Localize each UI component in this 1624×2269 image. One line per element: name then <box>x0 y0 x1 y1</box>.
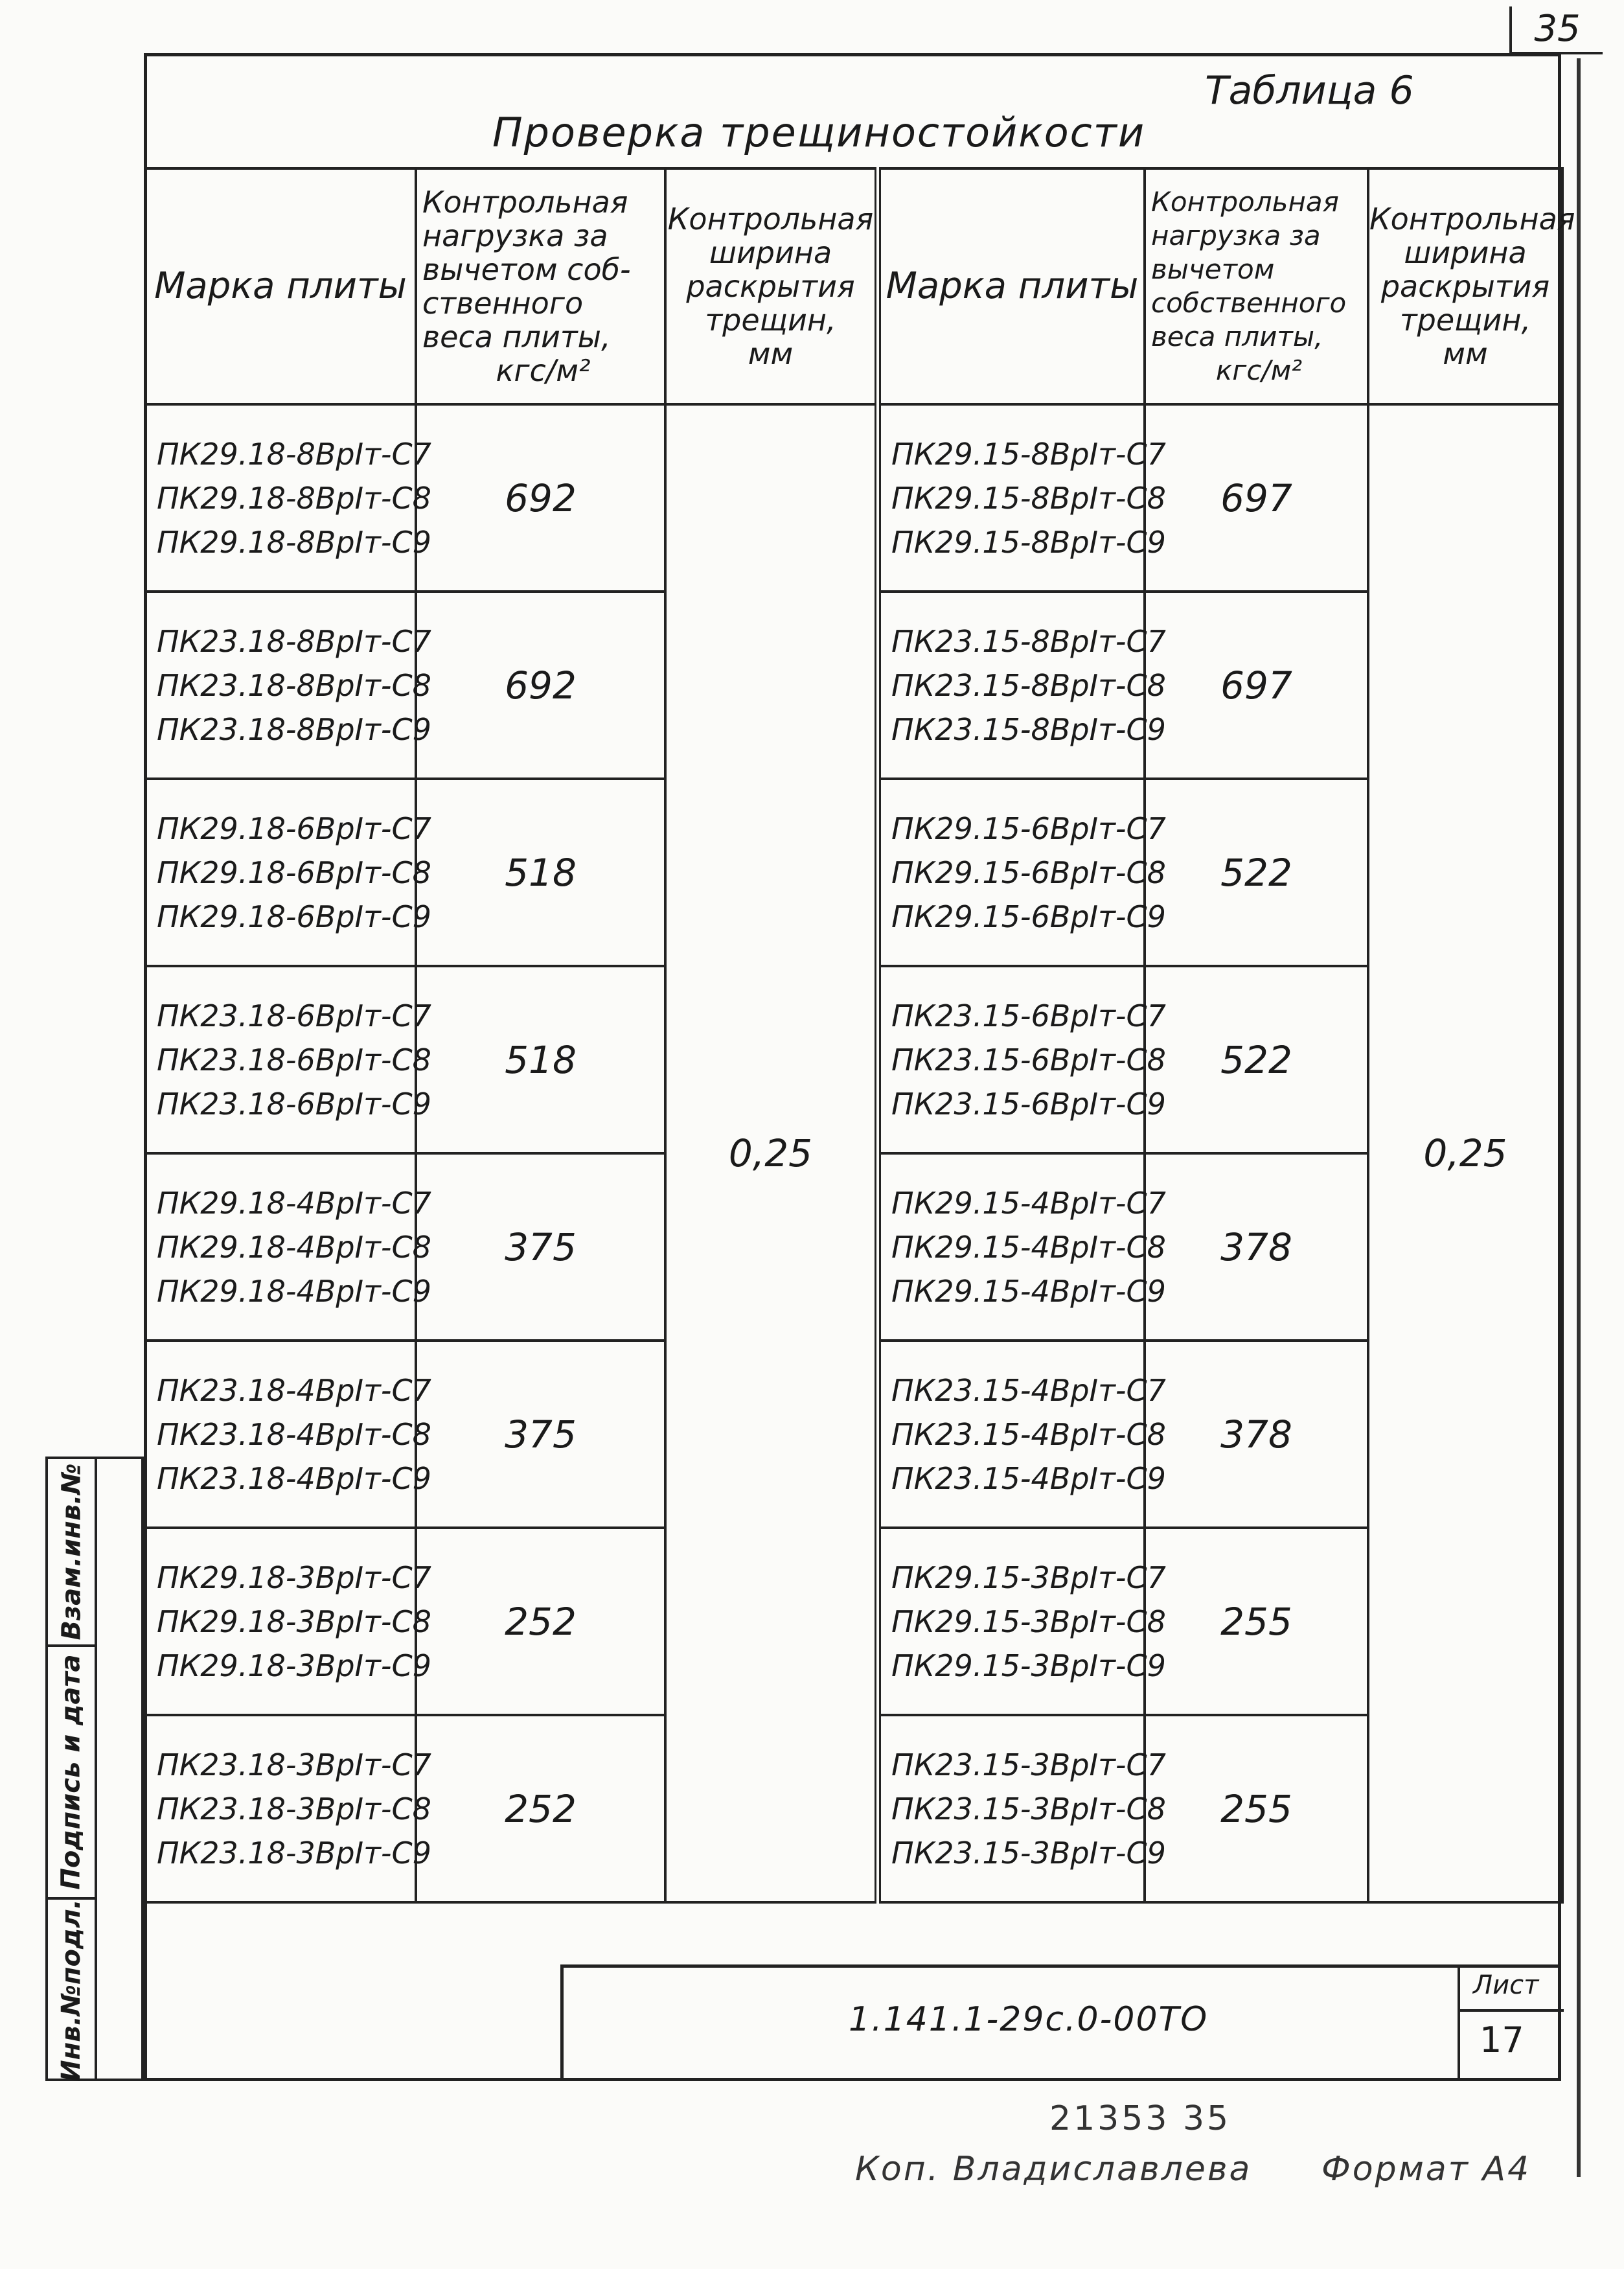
mark-text: ПК29.18-4ВрIт-С8 <box>157 1229 431 1265</box>
mark-text: ПК23.15-3ВрIт-С9 <box>891 1835 1166 1871</box>
replacement-inventory-label: Взам.инв.№ <box>56 1463 87 1641</box>
crack-resistance-table <box>144 167 1575 1904</box>
load-cell-left: 692 <box>416 404 665 592</box>
mark-text: ПК23.18-3ВрIт-С7 <box>157 1747 431 1782</box>
header-line: трещин, <box>1399 303 1531 338</box>
mark-text: ПК29.15-6ВрIт-С8 <box>891 855 1166 890</box>
mark-text: ПК23.18-6ВрIт-С7 <box>157 998 431 1033</box>
header-line: Контрольная <box>667 202 874 236</box>
mark-text: ПК23.15-4ВрIт-С7 <box>891 1372 1166 1408</box>
mark-text: ПК23.18-6ВрIт-С8 <box>157 1042 431 1077</box>
header-row <box>145 168 1562 404</box>
right-edge-line <box>1577 58 1581 2177</box>
sheet-number: 17 <box>1480 2020 1524 2060</box>
mark-text: ПК23.18-8ВрIт-С8 <box>157 667 431 703</box>
mark-cell-left <box>145 1153 431 1341</box>
mark-text: ПК23.18-3ВрIт-С8 <box>157 1791 431 1826</box>
mark-text: ПК29.18-4ВрIт-С9 <box>157 1273 431 1309</box>
paper-format: Формат А4 <box>1321 2150 1531 2189</box>
sheet-divider <box>1460 2009 1564 2012</box>
crack-width-right: 0,25 <box>1368 404 1562 1902</box>
mark-text: ПК29.18-8ВрIт-С9 <box>157 524 431 560</box>
mark-text: ПК29.18-8ВрIт-С7 <box>157 436 431 472</box>
mark-cell-left <box>145 1715 431 1902</box>
mark-text: ПК29.15-6ВрIт-С9 <box>891 899 1166 934</box>
load-cell-right: 378 <box>1145 1341 1368 1528</box>
mark-text: ПК29.15-4ВрIт-С8 <box>891 1229 1166 1265</box>
mark-text: ПК23.18-4ВрIт-С7 <box>157 1372 431 1408</box>
mark-cell-left <box>145 592 431 779</box>
mark-cell-right <box>878 1528 1166 1715</box>
inventory-number: 21353 35 <box>1049 2099 1231 2138</box>
header-width-right <box>1368 168 1575 404</box>
header-line: нагрузка за <box>422 218 608 253</box>
mark-cell-right <box>878 779 1166 966</box>
sheet-box <box>1458 1968 1564 2078</box>
side-stamp-cell <box>48 1647 95 1900</box>
load-cell-right: 697 <box>1145 592 1368 779</box>
mark-text: ПК29.15-8ВрIт-С8 <box>891 480 1166 516</box>
load-cell-left: 252 <box>416 1715 665 1902</box>
table-row <box>145 404 1562 592</box>
document-code: 1.141.1-29с.0-00ТО <box>849 2000 1209 2039</box>
mark-text: ПК29.15-8ВрIт-С9 <box>891 524 1166 560</box>
load-cell-left: 692 <box>416 592 665 779</box>
header-line: мм <box>748 336 794 371</box>
mark-text: ПК23.15-4ВрIт-С8 <box>891 1416 1166 1452</box>
load-cell-left: 518 <box>416 966 665 1153</box>
header-line: раскрытия <box>686 269 855 304</box>
table-number: Таблица 6 <box>1205 68 1414 113</box>
header-line: кгс/м² <box>1215 354 1303 386</box>
header-line: собственного <box>1151 287 1347 319</box>
load-cell-left: 518 <box>416 779 665 966</box>
header-load-right <box>1145 168 1368 404</box>
mark-text: ПК23.18-8ВрIт-С9 <box>157 711 431 747</box>
mark-text: ПК23.15-3ВрIт-С7 <box>891 1747 1166 1782</box>
sheet-label: Лист <box>1473 1970 1539 2000</box>
mark-text: ПК29.18-3ВрIт-С7 <box>157 1560 431 1595</box>
load-cell-right: 255 <box>1145 1715 1368 1902</box>
header-line: ширина <box>709 235 832 270</box>
header-line: ширина <box>1404 235 1527 270</box>
crack-width-left: 0,25 <box>665 404 878 1902</box>
mark-text: ПК23.18-3ВрIт-С9 <box>157 1835 431 1871</box>
mark-text: ПК23.15-3ВрIт-С8 <box>891 1791 1166 1826</box>
header-line: трещин, <box>705 303 836 338</box>
load-cell-right: 522 <box>1145 779 1368 966</box>
load-cell-right: 255 <box>1145 1528 1368 1715</box>
mark-cell-right <box>878 1153 1166 1341</box>
header-line: мм <box>1443 336 1488 371</box>
side-stamp <box>45 1457 144 2081</box>
copied-by: Коп. Владиславлева <box>855 2150 1252 2189</box>
mark-text: ПК29.18-6ВрIт-С8 <box>157 855 431 890</box>
original-inventory-label: Инв.№подл. <box>56 1899 87 2082</box>
mark-text: ПК29.15-3ВрIт-С8 <box>891 1604 1166 1639</box>
header-mark-right: Марка плиты <box>878 168 1145 404</box>
mark-text: ПК29.15-3ВрIт-С9 <box>891 1648 1166 1683</box>
mark-text: ПК23.15-4ВрIт-С9 <box>891 1460 1166 1496</box>
signature-date-label: Подпись и дата <box>56 1654 86 1890</box>
mark-text: ПК23.15-8ВрIт-С7 <box>891 623 1166 659</box>
header-width-left <box>665 168 878 404</box>
mark-text: ПК23.15-6ВрIт-С7 <box>891 998 1166 1033</box>
title-block <box>560 1964 1561 2081</box>
header-line: вычетом <box>1151 253 1275 285</box>
side-stamp-cell <box>48 1459 95 1647</box>
mark-cell-right <box>878 404 1166 592</box>
load-cell-left: 375 <box>416 1153 665 1341</box>
mark-cell-left <box>145 1341 431 1528</box>
side-stamp-divider <box>95 1459 97 2079</box>
mark-text: ПК23.18-4ВрIт-С9 <box>157 1460 431 1496</box>
mark-text: ПК23.15-8ВрIт-С8 <box>891 667 1166 703</box>
mark-text: ПК29.18-6ВрIт-С9 <box>157 899 431 934</box>
load-cell-left: 375 <box>416 1341 665 1528</box>
load-cell-right: 697 <box>1145 404 1368 592</box>
mark-text: ПК23.18-8ВрIт-С7 <box>157 623 431 659</box>
header-line: вычетом соб- <box>422 252 631 287</box>
mark-text: ПК29.15-4ВрIт-С9 <box>891 1273 1166 1309</box>
mark-text: ПК23.18-6ВрIт-С9 <box>157 1086 431 1122</box>
header-line: Контрольная <box>1369 202 1575 236</box>
header-line: раскрытия <box>1380 269 1550 304</box>
mark-cell-left <box>145 779 431 966</box>
mark-cell-right <box>878 1715 1166 1902</box>
mark-cell-right <box>878 966 1166 1153</box>
header-line: веса плиты, <box>1151 321 1323 352</box>
mark-text: ПК29.18-6ВрIт-С7 <box>157 811 431 846</box>
header-line: кгс/м² <box>496 353 591 388</box>
mark-text: ПК23.15-8ВрIт-С9 <box>891 711 1166 747</box>
mark-cell-left <box>145 1528 431 1715</box>
mark-cell-left <box>145 966 431 1153</box>
mark-cell-left <box>145 404 431 592</box>
page-number: 35 <box>1509 6 1603 54</box>
mark-cell-right <box>878 1341 1166 1528</box>
mark-text: ПК23.15-6ВрIт-С8 <box>891 1042 1166 1077</box>
header-mark-left: Марка плиты <box>145 168 416 404</box>
load-cell-left: 252 <box>416 1528 665 1715</box>
header-load-left <box>416 168 665 404</box>
header-line: веса плиты, <box>422 319 611 354</box>
side-stamp-cell <box>48 1900 95 2081</box>
mark-text: ПК29.15-3ВрIт-С7 <box>891 1560 1166 1595</box>
load-cell-right: 378 <box>1145 1153 1368 1341</box>
table-title: Проверка трещиностойкости <box>492 109 1146 156</box>
mark-text: ПК29.18-4ВрIт-С7 <box>157 1185 431 1221</box>
mark-text: ПК29.18-3ВрIт-С8 <box>157 1604 431 1639</box>
header-line: ственного <box>422 286 584 321</box>
header-line: Контрольная <box>1151 186 1339 218</box>
mark-text: ПК23.18-4ВрIт-С8 <box>157 1416 431 1452</box>
load-cell-right: 522 <box>1145 966 1368 1153</box>
mark-text: ПК23.15-6ВрIт-С9 <box>891 1086 1166 1122</box>
mark-text: ПК29.18-8ВрIт-С8 <box>157 480 431 516</box>
mark-text: ПК29.15-6ВрIт-С7 <box>891 811 1166 846</box>
mark-text: ПК29.15-4ВрIт-С7 <box>891 1185 1166 1221</box>
mark-cell-right <box>878 592 1166 779</box>
mark-text: ПК29.15-8ВрIт-С7 <box>891 436 1166 472</box>
header-line: Контрольная <box>422 185 628 220</box>
header-line: нагрузка за <box>1151 220 1321 251</box>
mark-text: ПК29.18-3ВрIт-С9 <box>157 1648 431 1683</box>
